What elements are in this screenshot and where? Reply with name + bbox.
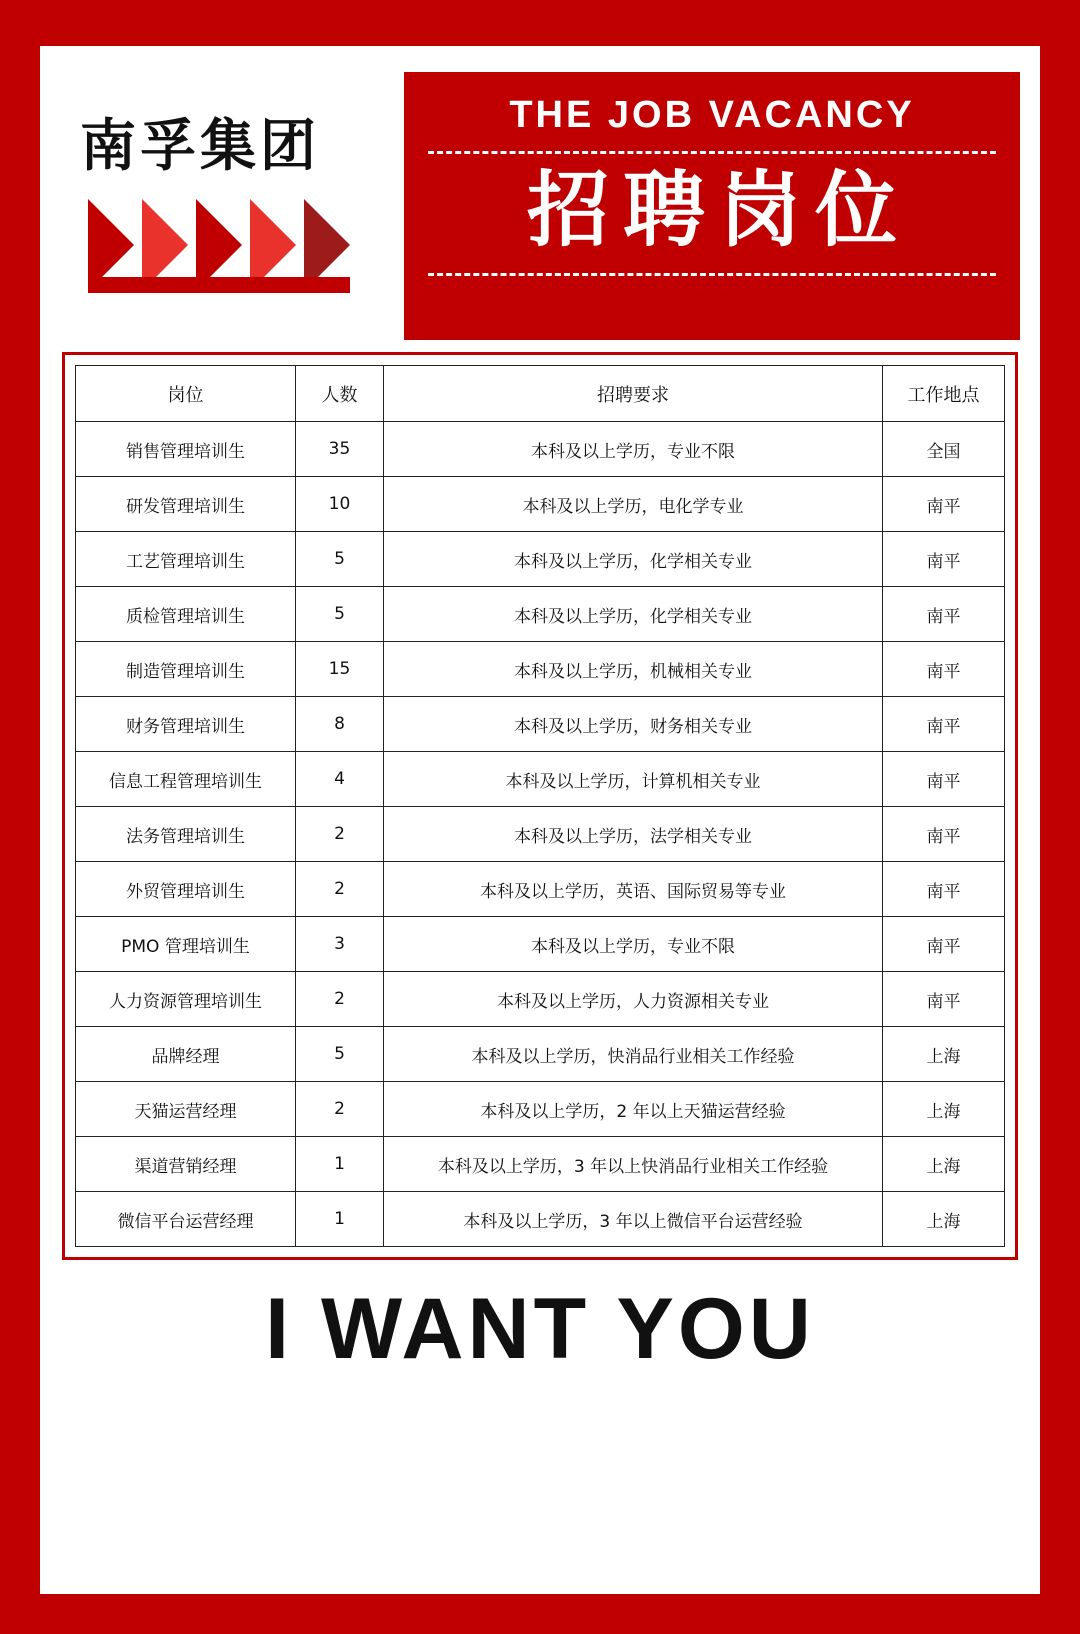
table-row: [76, 807, 1005, 862]
cell-requirement: 本科及以上学历，财务相关专业: [384, 697, 883, 752]
chevron-base-bar: [88, 277, 350, 293]
table-row: [76, 1192, 1005, 1247]
title-english: THE JOB VACANCY: [509, 94, 915, 136]
job-table-frame: [62, 352, 1018, 1260]
table-row: [76, 1082, 1005, 1137]
cell-requirement: 本科及以上学历，机械相关专业: [384, 642, 883, 697]
cell-post: 销售管理培训生: [76, 422, 296, 477]
cell-count: 2: [296, 807, 384, 862]
cell-location: 南平: [883, 807, 1005, 862]
cell-location: 南平: [883, 697, 1005, 752]
table-row: [76, 642, 1005, 697]
cell-requirement: 本科及以上学历，计算机相关专业: [384, 752, 883, 807]
column-header-count: 人数: [296, 366, 384, 422]
cell-count: 15: [296, 642, 384, 697]
cell-post: PMO 管理培训生: [76, 917, 296, 972]
divider-dashed-top: [428, 151, 996, 154]
table-row: [76, 1137, 1005, 1192]
cell-requirement: 本科及以上学历，快消品行业相关工作经验: [384, 1027, 883, 1082]
cell-count: 35: [296, 422, 384, 477]
cell-count: 2: [296, 1082, 384, 1137]
cell-requirement: 本科及以上学历，专业不限: [384, 422, 883, 477]
cell-count: 1: [296, 1137, 384, 1192]
cell-location: 上海: [883, 1192, 1005, 1247]
cell-post: 法务管理培训生: [76, 807, 296, 862]
column-header-requirement: 招聘要求: [384, 366, 883, 422]
table-row: [76, 972, 1005, 1027]
column-header-post: 岗位: [76, 366, 296, 422]
cell-count: 1: [296, 1192, 384, 1247]
cell-location: 南平: [883, 532, 1005, 587]
cell-location: 南平: [883, 477, 1005, 532]
cell-requirement: 本科及以上学历，化学相关专业: [384, 532, 883, 587]
cell-location: 上海: [883, 1137, 1005, 1192]
cell-post: 天猫运营经理: [76, 1082, 296, 1137]
cell-requirement: 本科及以上学历，专业不限: [384, 917, 883, 972]
table-row: [76, 532, 1005, 587]
chevron-decoration: [80, 199, 390, 291]
cell-requirement: 本科及以上学历，化学相关专业: [384, 587, 883, 642]
cell-location: 上海: [883, 1082, 1005, 1137]
title-card: [404, 72, 1020, 340]
cell-count: 10: [296, 477, 384, 532]
table-row: [76, 477, 1005, 532]
cell-post: 工艺管理培训生: [76, 532, 296, 587]
cell-count: 3: [296, 917, 384, 972]
footer-slogan: I WANT YOU: [265, 1281, 815, 1377]
table-row: [76, 1027, 1005, 1082]
cell-count: 5: [296, 532, 384, 587]
poster-header: [40, 46, 1040, 346]
cell-post: 品牌经理: [76, 1027, 296, 1082]
cell-requirement: 本科及以上学历，3 年以上微信平台运营经验: [384, 1192, 883, 1247]
poster-inner-panel: [40, 46, 1040, 1594]
cell-post: 信息工程管理培训生: [76, 752, 296, 807]
cell-count: 8: [296, 697, 384, 752]
cell-post: 外贸管理培训生: [76, 862, 296, 917]
cell-requirement: 本科及以上学历，法学相关专业: [384, 807, 883, 862]
table-row: [76, 752, 1005, 807]
cell-count: 2: [296, 972, 384, 1027]
cell-location: 南平: [883, 752, 1005, 807]
column-header-location: 工作地点: [883, 366, 1005, 422]
cell-count: 2: [296, 862, 384, 917]
cell-count: 5: [296, 1027, 384, 1082]
cell-location: 全国: [883, 422, 1005, 477]
cell-post: 微信平台运营经理: [76, 1192, 296, 1247]
cell-location: 南平: [883, 587, 1005, 642]
cell-requirement: 本科及以上学历，电化学专业: [384, 477, 883, 532]
job-table: [75, 365, 1005, 1247]
table-row: [76, 917, 1005, 972]
cell-requirement: 本科及以上学历，英语、国际贸易等专业: [384, 862, 883, 917]
divider-dashed-bottom: [428, 273, 996, 276]
cell-location: 南平: [883, 862, 1005, 917]
cell-post: 研发管理培训生: [76, 477, 296, 532]
cell-location: 上海: [883, 1027, 1005, 1082]
cell-requirement: 本科及以上学历，2 年以上天猫运营经验: [384, 1082, 883, 1137]
cell-count: 4: [296, 752, 384, 807]
cell-post: 质检管理培训生: [76, 587, 296, 642]
table-row: [76, 587, 1005, 642]
cell-post: 制造管理培训生: [76, 642, 296, 697]
cell-requirement: 本科及以上学历，3 年以上快消品行业相关工作经验: [384, 1137, 883, 1192]
brand-name: 南孚集团: [80, 114, 320, 179]
table-row: [76, 697, 1005, 752]
brand-block: [60, 68, 390, 291]
cell-post: 人力资源管理培训生: [76, 972, 296, 1027]
cell-post: 渠道营销经理: [76, 1137, 296, 1192]
cell-count: 5: [296, 587, 384, 642]
title-chinese: 招聘岗位: [526, 163, 911, 258]
table-row: [76, 422, 1005, 477]
cell-location: 南平: [883, 917, 1005, 972]
cell-requirement: 本科及以上学历，人力资源相关专业: [384, 972, 883, 1027]
cell-location: 南平: [883, 972, 1005, 1027]
cell-location: 南平: [883, 642, 1005, 697]
cell-post: 财务管理培训生: [76, 697, 296, 752]
table-header-row: [76, 366, 1005, 422]
poster-footer: [40, 1281, 1040, 1377]
table-row: [76, 862, 1005, 917]
